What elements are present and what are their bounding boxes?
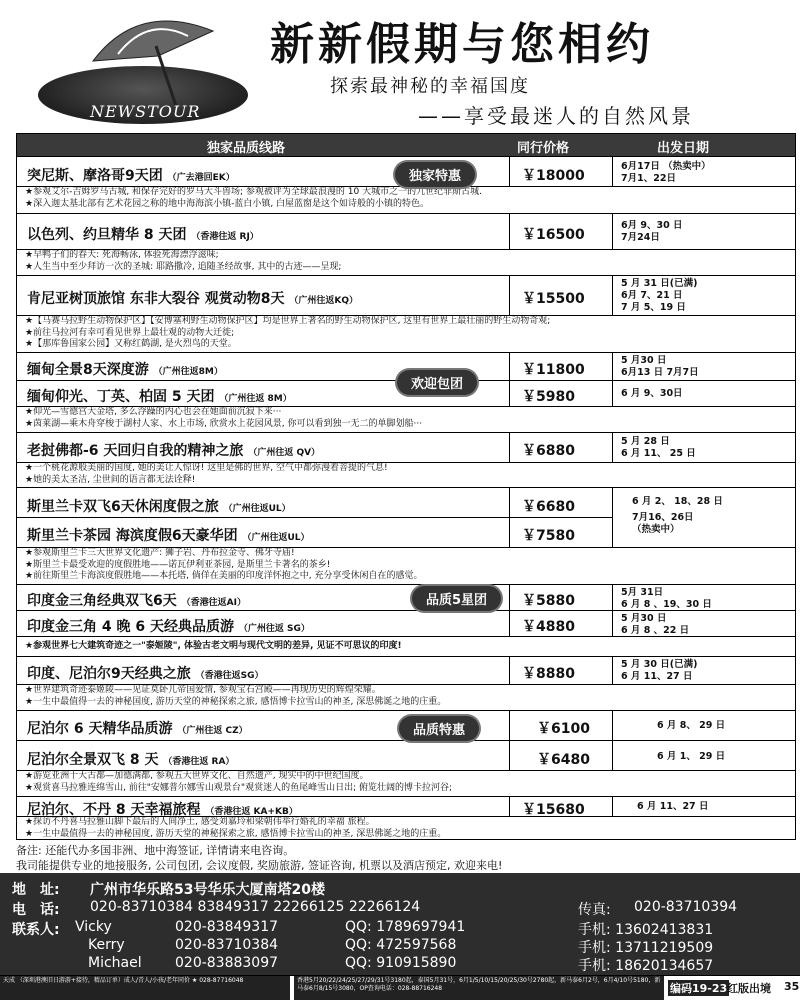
footer-ad-mid: 香港5月20/22/24/25/27/29/31号3180起，泰国5月31号，6月1/5/10/15/20/25/30号2780起，新马泰6月2号，6月4/10号5180，新马泰6月8/15号3080，OP查询电话：028-88716248 [294, 976, 664, 1000]
route-name: 印度金三角 4 晚 6 天经典品质游 （广州往返 SG） [27, 619, 310, 635]
route-description: ★世界建筑奇迹泰姬陵——见证莫卧儿帝国爱情, 参观宝石宫殿——再现历史的辉煌荣耀。 ★一生中最值得一去的神秘国度, 游历天堂的神秘探索之旅, 感悟博卡拉雪山的神圣, 深思佛诞之地的庄重。 [17, 684, 795, 710]
contact-qq: QQ: 910915890 [345, 955, 457, 971]
route-name: 斯里兰卡双飞6天休闲度假之旅 （广州往返UL） [27, 499, 291, 515]
route-dates: 5 月30 日 6 月 8 、22 日 [621, 613, 690, 636]
route-description: ★早鸭子们的春天: 死海畅泳, 体验死海漂浮滋味; ★人生当中至少拜访一次的圣城: 耶路撒冷, 追随圣经故事, 其中的古迹——呈现; [17, 249, 795, 275]
contact-name: Michael [88, 955, 142, 971]
route-description: ★参观斯里兰卡三大世界文化遗产: 狮子岩、丹布拉金寺、佛牙寺庙! ★斯里兰卡最受欢迎的度假胜地——诺瓦伊利亚茶园, 是斯里兰卡著名的茶乡! ★前往斯里兰卡海滨度假胜地——本托塔, 倘佯在美丽的印度洋怀抱之中, 充分享受休闲自在的感觉。 [17, 547, 795, 584]
route-name: 尼泊尔 6 天精华品质游 （广州往返 CZ） [27, 721, 248, 737]
route-price: ￥7580 [522, 528, 575, 544]
route-dates: 6月17日 （热卖中） 7月1、22日 [621, 161, 711, 184]
route-description: ★仰光—雪德宫大金塔, 多么浮躁的内心也会在她面前沉寂下来··· ★茵莱湖—乘木舟穿梭于湖村人家、水上市场, 欣赏水上花园风景, 你可以看到独一无二的单脚划船··· [17, 406, 795, 432]
newstour-logo [38, 6, 248, 132]
contact-phone[interactable]: 020-83849317 [175, 919, 279, 935]
route-description: ★参观世界七大建筑奇迹之一"泰姬陵", 体验古老文明与现代文明的差异, 见证不可思议的印度! [17, 636, 795, 656]
route-dates: 6 月 9、30日 [621, 388, 683, 399]
route-dates: 6 月 2、 18、28 日 7月16、26日 （热卖中） [632, 496, 723, 535]
fax: 020-83710394 [634, 899, 738, 915]
route-dates: 5 月 31 日(已满) 6月 7、21 日 7 月 5、19 日 [621, 278, 698, 313]
header-date: 出发日期 [657, 141, 710, 156]
address: 广州市华乐路53号华乐大厦南塔20楼 [90, 882, 325, 898]
badge-five-star: 品质5星团 [412, 586, 501, 611]
footer-code: 编码19-23 [670, 982, 728, 995]
route-name: 尼泊尔、不丹 8 天幸福旅程 （香港往返 KA+KB） [27, 802, 298, 818]
tour-table [16, 133, 796, 840]
footer [0, 975, 800, 1000]
route-price: ￥8880 [522, 666, 575, 682]
route-description: ★一个桃花源般美丽的国度, 她的美让人惊讶! 这里是佛的世界, 空气中都弥漫着菩提的气息! ★她的美太圣洁, 尘世间的语言都无法诠释! [17, 462, 795, 487]
route-description: ★探访不丹喜马拉雅山脚下最后的人间净土, 感受刘嘉玲和梁朝伟举行婚礼的幸福 旅程。 ★一生中最值得一去的神秘国度, 游历天堂的神秘探索之旅, 感悟博卡拉雪山的神圣, 深思佛诞之地的庄重。 [17, 816, 795, 839]
route-dates: 6 月 8、 29 日 [657, 720, 726, 731]
route-dates: 5月 31日 6 月 8 、19、30 日 [621, 587, 712, 610]
route-price: ￥6480 [537, 752, 590, 768]
notes: 备注: 还能代办多国非洲、地中海签证, 详情请来电咨询。 我司能提供专业的地接服务, 公司包团, 会议度假, 奖励旅游, 签证咨询, 机票以及酒店预定, 欢迎来电! [16, 844, 503, 872]
badge-exclusive: 独家特惠 [395, 162, 475, 187]
route-name: 缅甸全景8天深度游 （广州往返8M） [27, 362, 223, 378]
table-row[interactable] [17, 740, 795, 770]
route-name: 以色列、约旦精华 8 天团 （香港往返 RJ） [27, 227, 259, 243]
route-dates: 5 月 28 日 6 月 11、 25 日 [621, 436, 696, 459]
person-label: 联系人: [12, 922, 60, 938]
header-price: 同行价格 [517, 141, 570, 156]
route-dates: 6月 9、30 日 7月24日 [621, 220, 683, 243]
contact-mobile[interactable]: 手机: 13711219509 [578, 940, 714, 956]
route-price: ￥16500 [522, 227, 585, 243]
route-description: ★参观艾尔-吉姆罗马古城, 和保存完好的罗马大斗兽场; 参观被评为全球最浪漫的 10 大城市之一的九世纪菲斯古城. ★深入迦太基北部有艺术花园之称的地中海海滨小镇-蓝白小镇, 白屋蓝窗是这个如诗般的小镇的特色。 [17, 186, 795, 213]
badge-group: 欢迎包团 [397, 370, 477, 395]
logo-text: NEWSTOUR [90, 102, 201, 121]
footer-ad-left: 天成 （深圳港澳旧日游游+接待，精品订单）成人/青人/小孩/老年同价 ★ 028-87716048 [0, 976, 290, 1000]
contact-mobile[interactable]: 手机: 18620134657 [578, 958, 714, 974]
header [0, 0, 800, 132]
contact-panel [0, 873, 800, 975]
route-price: ￥5980 [522, 389, 575, 405]
route-dates: 5 月30 日 6月13 日 7月7日 [621, 355, 699, 378]
route-price: ￥6880 [522, 443, 575, 459]
route-price: ￥5880 [522, 593, 575, 609]
route-price: ￥6680 [522, 499, 575, 515]
route-dates: 6 月 11、27 日 [637, 801, 709, 812]
route-price: ￥18000 [522, 168, 585, 184]
fax-label: 传真: [578, 902, 611, 918]
route-name: 缅甸仰光、丁英、柏固 5 天团 （广州往返 8M） [27, 389, 292, 405]
table-row[interactable] [17, 213, 795, 249]
table-row[interactable] [17, 517, 612, 547]
route-price: ￥4880 [522, 619, 575, 635]
contact-qq: QQ: 472597568 [345, 937, 457, 953]
route-name: 老挝佛都-6 天回归自我的精神之旅 （广州往返 QV） [27, 443, 321, 459]
table-header [17, 134, 795, 156]
page-title: 新新假期与您相约 [270, 19, 654, 70]
contact-name: Vicky [75, 919, 112, 935]
table-row[interactable] [17, 656, 795, 684]
table-row[interactable] [17, 487, 795, 535]
route-price: ￥15680 [522, 802, 585, 818]
contact-name: Kerry [88, 937, 125, 953]
contact-mobile[interactable]: 手机: 13602413831 [578, 922, 714, 938]
tel[interactable]: 020-83710384 83849317 22266125 22266124 [90, 899, 421, 915]
table-row[interactable] [17, 610, 795, 636]
route-name: 印度、尼泊尔9天经典之旅 （香港往返SG） [27, 666, 264, 682]
subtitle-2: ——享受最迷人的自然风景 [418, 104, 694, 128]
route-name: 突尼斯、摩洛哥9天团 （广去港回EK） [27, 168, 235, 184]
route-price: ￥6100 [537, 721, 590, 737]
footer-section: 红版出境 [727, 982, 771, 995]
tel-label: 电 话: [12, 902, 60, 918]
table-row[interactable] [17, 275, 795, 315]
table-row[interactable] [17, 584, 795, 610]
table-row[interactable] [17, 432, 795, 462]
route-name: 尼泊尔全景双飞 8 天 （香港往返 RA） [27, 752, 235, 768]
route-description: ★【马赛马拉野生动物保护区】【安博塞利野生动物保护区】均是世界上著名的野生动物保护区, 这里有世界上最壮丽的野生动物奇观; ★前往马拉河有幸可看见世界上最壮观的动物大迁徙; ★【那库鲁国家公园】又称红鹤湖, 是火烈鸟的天堂。 [17, 315, 795, 352]
route-dates: 6 月 1、 29 日 [657, 751, 726, 762]
route-price: ￥11800 [522, 362, 585, 378]
subtitle-1: 探索最神秘的幸福国度 [330, 76, 530, 97]
contact-phone[interactable]: 020-83710384 [175, 937, 279, 953]
route-name: 印度金三角经典双飞6天 （香港往返AI） [27, 593, 246, 609]
badge-quality: 品质特惠 [399, 716, 479, 741]
route-description: ★游览亚洲十大古都—加德满都, 参观五大世界文化、自然遗产, 现实中的中世纪国度。 ★观赏喜马拉雅连绵雪山, 前往"安娜普尔娜雪山观景台"观赏迷人的鱼尾峰雪山日出; 俯览壮阔的博卡拉河谷; [17, 770, 795, 796]
page-number: 35 [784, 980, 800, 993]
route-name: 肯尼亚树顶旅馆 东非大裂谷 观赏动物8天 （广州往返KQ） [27, 291, 359, 307]
route-name: 斯里兰卡茶园 海滨度假6天豪华团 （广州往返UL） [27, 528, 310, 544]
route-dates: 5 月 30 日(已满) 6 月 11、27 日 [621, 659, 698, 682]
contact-qq: QQ: 1789697941 [345, 919, 466, 935]
route-price: ￥15500 [522, 291, 585, 307]
header-route: 独家品质线路 [207, 141, 286, 156]
umbrella-icon [88, 6, 218, 106]
contact-phone[interactable]: 020-83883097 [175, 955, 279, 971]
table-row[interactable] [17, 796, 795, 816]
address-label: 地 址: [12, 882, 60, 898]
